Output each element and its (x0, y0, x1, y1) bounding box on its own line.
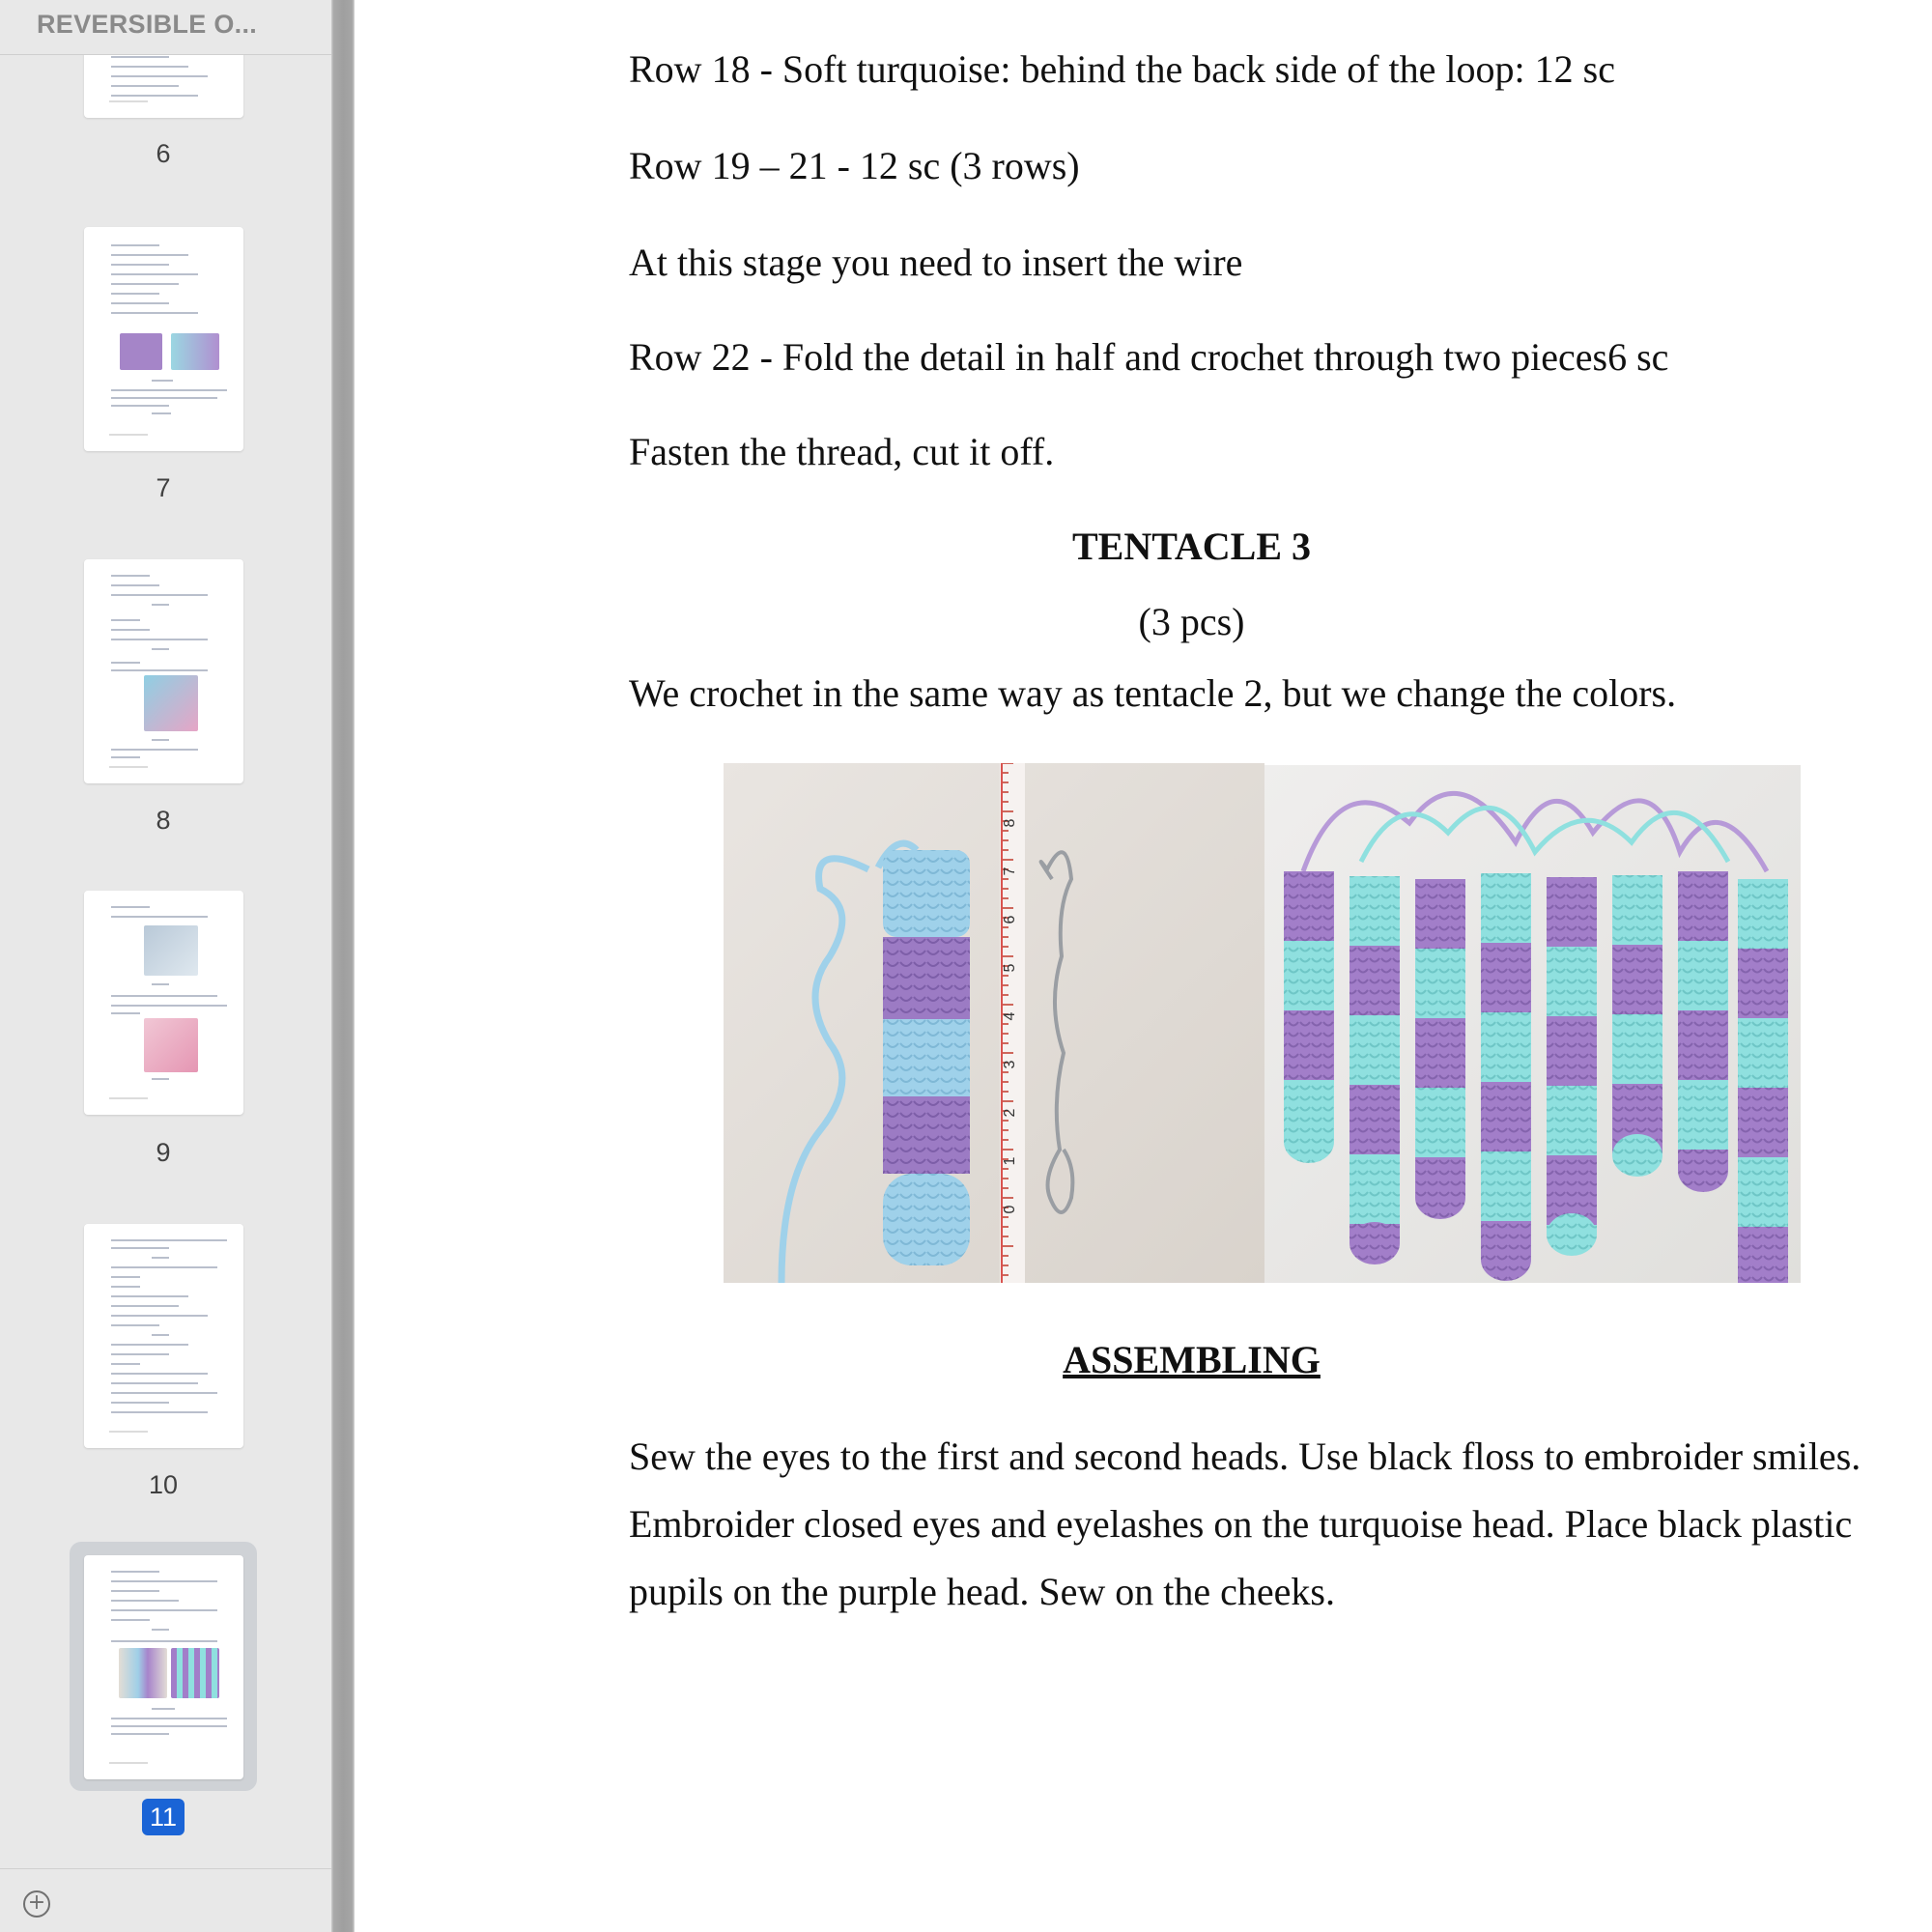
assembling-line-2: Embroider closed eyes and eyelashes on the turquoise head. Place black plastic (629, 1502, 1853, 1546)
tentacle-stack (1284, 871, 1788, 1283)
fasten-thread-text: Fasten the thread, cut it off. (629, 430, 1055, 473)
page-number-11[interactable]: 11 (142, 1799, 185, 1835)
ruler-label-1: 1 (1002, 1156, 1018, 1166)
assembling-heading: ASSEMBLING (1063, 1338, 1321, 1381)
ruler-label-4: 4 (1002, 1011, 1018, 1021)
page-number-7[interactable]: 7 (156, 473, 171, 502)
ruler-label-8: 8 (1002, 818, 1018, 828)
tentacle-note: We crochet in the same way as tentacle 2, but we change the colors. (629, 671, 1677, 715)
sidebar-footer (0, 1868, 331, 1932)
page-number-9[interactable]: 9 (156, 1138, 171, 1167)
assembling-line-3: pupils on the purple head. Sew on the cheeks. (629, 1570, 1335, 1613)
page-thumbnail-9[interactable] (84, 891, 243, 1115)
page-thumbnail-11[interactable] (84, 1555, 243, 1779)
ruler-label-0: 0 (1002, 1205, 1018, 1214)
assembling-line-1: Sew the eyes to the first and second heads. Use black floss to embroider smiles. (629, 1435, 1861, 1478)
ruler-label-2: 2 (1002, 1108, 1018, 1118)
page-number-6[interactable]: 6 (156, 139, 171, 168)
row-19-21-text: Row 19 – 21 - 12 sc (3 rows) (629, 144, 1080, 187)
plus-circle-icon[interactable]: + (23, 1890, 50, 1918)
photo-tentacle-with-ruler (724, 763, 1264, 1283)
tentacle-3-heading: TENTACLE 3 (1071, 525, 1312, 568)
ruler-label-3: 3 (1002, 1060, 1018, 1069)
ruler-label-5: 5 (1002, 963, 1018, 973)
page-thumbnail-10[interactable] (84, 1224, 243, 1448)
page-number-8[interactable]: 8 (156, 806, 171, 835)
tentacle-count: (3 pcs) (1138, 600, 1245, 643)
thumbnail-sidebar (0, 0, 331, 1932)
row-18-text: Row 18 - Soft turquoise: behind the back side of the loop: 12 sc (629, 47, 1615, 91)
ruler-label-7: 7 (1002, 867, 1018, 876)
tentacles-illustration (1264, 765, 1801, 1283)
document-title: REVERSIBLE O... (37, 10, 258, 39)
sidebar-divider[interactable] (331, 0, 355, 1932)
row-22-text: Row 22 - Fold the detail in half and crochet through two pieces6 sc (629, 335, 1669, 379)
tentacle-ruler-illustration (724, 763, 1264, 1283)
page-thumbnail-7[interactable] (84, 227, 243, 451)
ruler-label-6: 6 (1002, 915, 1018, 924)
page-number-10[interactable]: 10 (148, 1470, 179, 1499)
photo-tentacles-group (1264, 765, 1801, 1283)
page-thumbnail-8[interactable] (84, 559, 243, 783)
insert-wire-text: At this stage you need to insert the wire (629, 241, 1243, 284)
sidebar-header (0, 0, 331, 55)
